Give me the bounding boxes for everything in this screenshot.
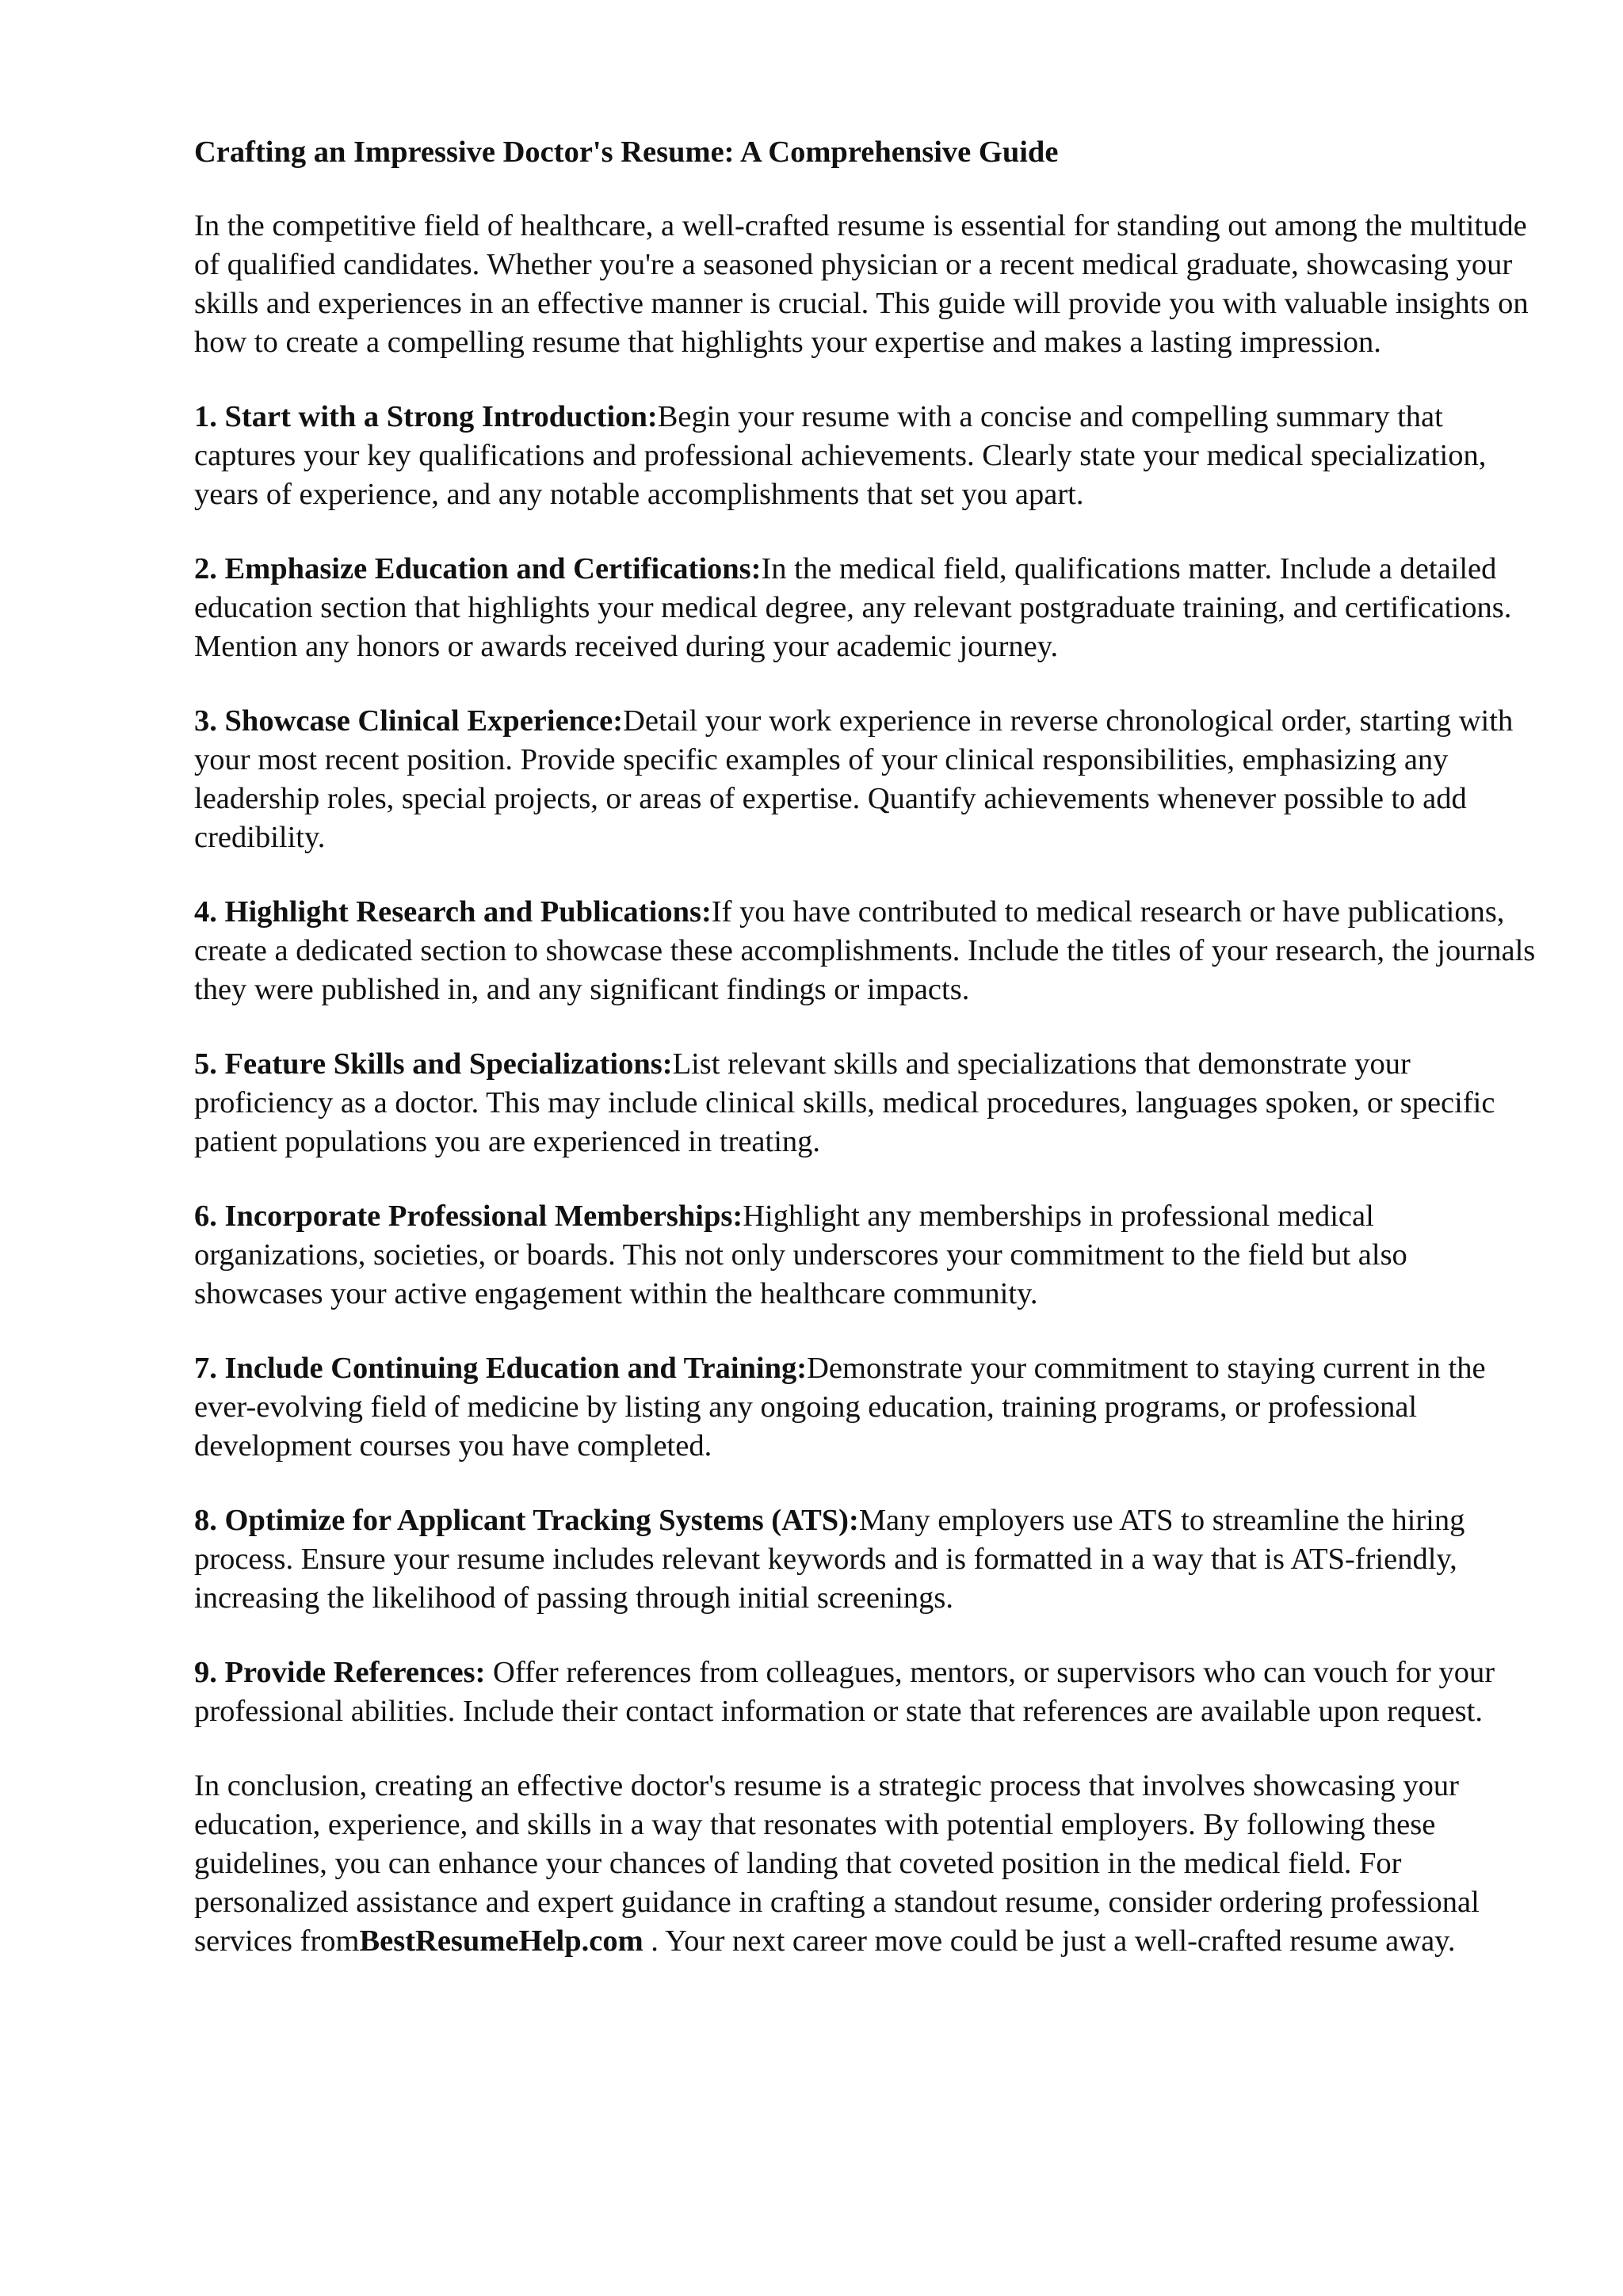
section-5-body: List relevant skills and specializations that demonstrate your proficiency as a doctor. This may include clinical skills, medical procedures, languages spoken, or specific patient populations you are experienced in treating.: [194, 1047, 1495, 1158]
section-3: [194, 702, 1541, 857]
section-3-heading: 3. Showcase Clinical Experience:: [194, 704, 624, 738]
section-6: [194, 1197, 1541, 1314]
section-8-heading: 8. Optimize for Applicant Tracking Systems (ATS):: [194, 1504, 859, 1537]
section-4-body: If you have contributed to medical research or have publications, create a dedicated section to showcase these accomplishments. Include the titles of your research, the journals they were published in, and any significant findings or impacts.: [194, 895, 1536, 1006]
section-5-heading: 5. Feature Skills and Specializations:: [194, 1047, 673, 1081]
conclusion-text-before: In conclusion, creating an effective doctor's resume is a strategic process that involves showcasing your education, experience, and skills in a way that resonates with potential employers. By following these guidelines, you can enhance your chances of landing that coveted position in the medical field. For personalized assistance and expert guidance in crafting a standout resume, consider ordering professional services from: [194, 1769, 1480, 1958]
section-7-body: Demonstrate your commitment to staying current in the ever-evolving field of medicine by listing any ongoing education, training programs, or professional development courses you have completed.: [194, 1352, 1486, 1463]
section-2-heading: 2. Emphasize Education and Certifications:: [194, 552, 762, 585]
section-4-heading: 4. Highlight Research and Publications:: [194, 895, 712, 929]
section-6-body: Highlight any memberships in professional medical organizations, societies, or boards. This not only underscores your commitment to the field but also showcases your active engagement within the healthcare community.: [194, 1199, 1407, 1310]
section-1-body: Begin your resume with a concise and compelling summary that captures your key qualifications and professional achievements. Clearly state your medical specialization, years of experience, and any notable accomplishments that set you apart.: [194, 400, 1487, 511]
section-9: [194, 1653, 1541, 1731]
conclusion-text-after: . Your next career move could be just a well-crafted resume away.: [643, 1924, 1456, 1958]
section-2-body: In the medical field, qualifications matter. Include a detailed education section that highlights your medical degree, any relevant postgraduate training, and certifications. Mention any honors or awards received during your academic journey.: [194, 552, 1512, 663]
section-8: [194, 1501, 1541, 1618]
section-2: [194, 550, 1541, 666]
section-3-body: Detail your work experience in reverse chronological order, starting with your most recent position. Provide specific examples of your clinical responsibilities, emphasizing any leadership roles, special projects, or areas of expertise. Quantify achievements whenever possible to add credibility.: [194, 704, 1514, 854]
section-9-heading: 9. Provide References:: [194, 1656, 486, 1689]
section-6-heading: 6. Incorporate Professional Memberships:: [194, 1199, 743, 1233]
intro-paragraph: In the competitive field of healthcare, a well-crafted resume is essential for standing out among the multitude of qualified candidates. Whether you're a seasoned physician or a recent medical graduate, showcasing your skills and experiences in an effective manner is crucial. This guide will provide you with valuable insights on how to create a compelling resume that highlights your expertise and makes a lasting impression.: [194, 209, 1529, 359]
section-8-body: Many employers use ATS to streamline the hiring process. Ensure your resume includes relevant keywords and is formatted in a way that is ATS-friendly, increasing the likelihood of passing through initial screenings.: [194, 1504, 1465, 1615]
brand-link[interactable]: BestResumeHelp.com: [359, 1924, 643, 1958]
section-1: [194, 398, 1541, 514]
document-title: Crafting an Impressive Doctor's Resume: A Comprehensive Guide: [194, 135, 1059, 169]
conclusion-paragraph: [194, 1767, 1541, 1961]
section-4: [194, 893, 1541, 1009]
section-1-heading: 1. Start with a Strong Introduction:: [194, 400, 658, 433]
section-7: [194, 1349, 1541, 1466]
document-page: [194, 133, 1541, 1997]
section-7-heading: 7. Include Continuing Education and Training:: [194, 1352, 808, 1385]
section-9-body: Offer references from colleagues, mentors, or supervisors who can vouch for your professional abilities. Include their contact information or state that references are available upon request.: [194, 1656, 1495, 1728]
section-5: [194, 1045, 1541, 1161]
